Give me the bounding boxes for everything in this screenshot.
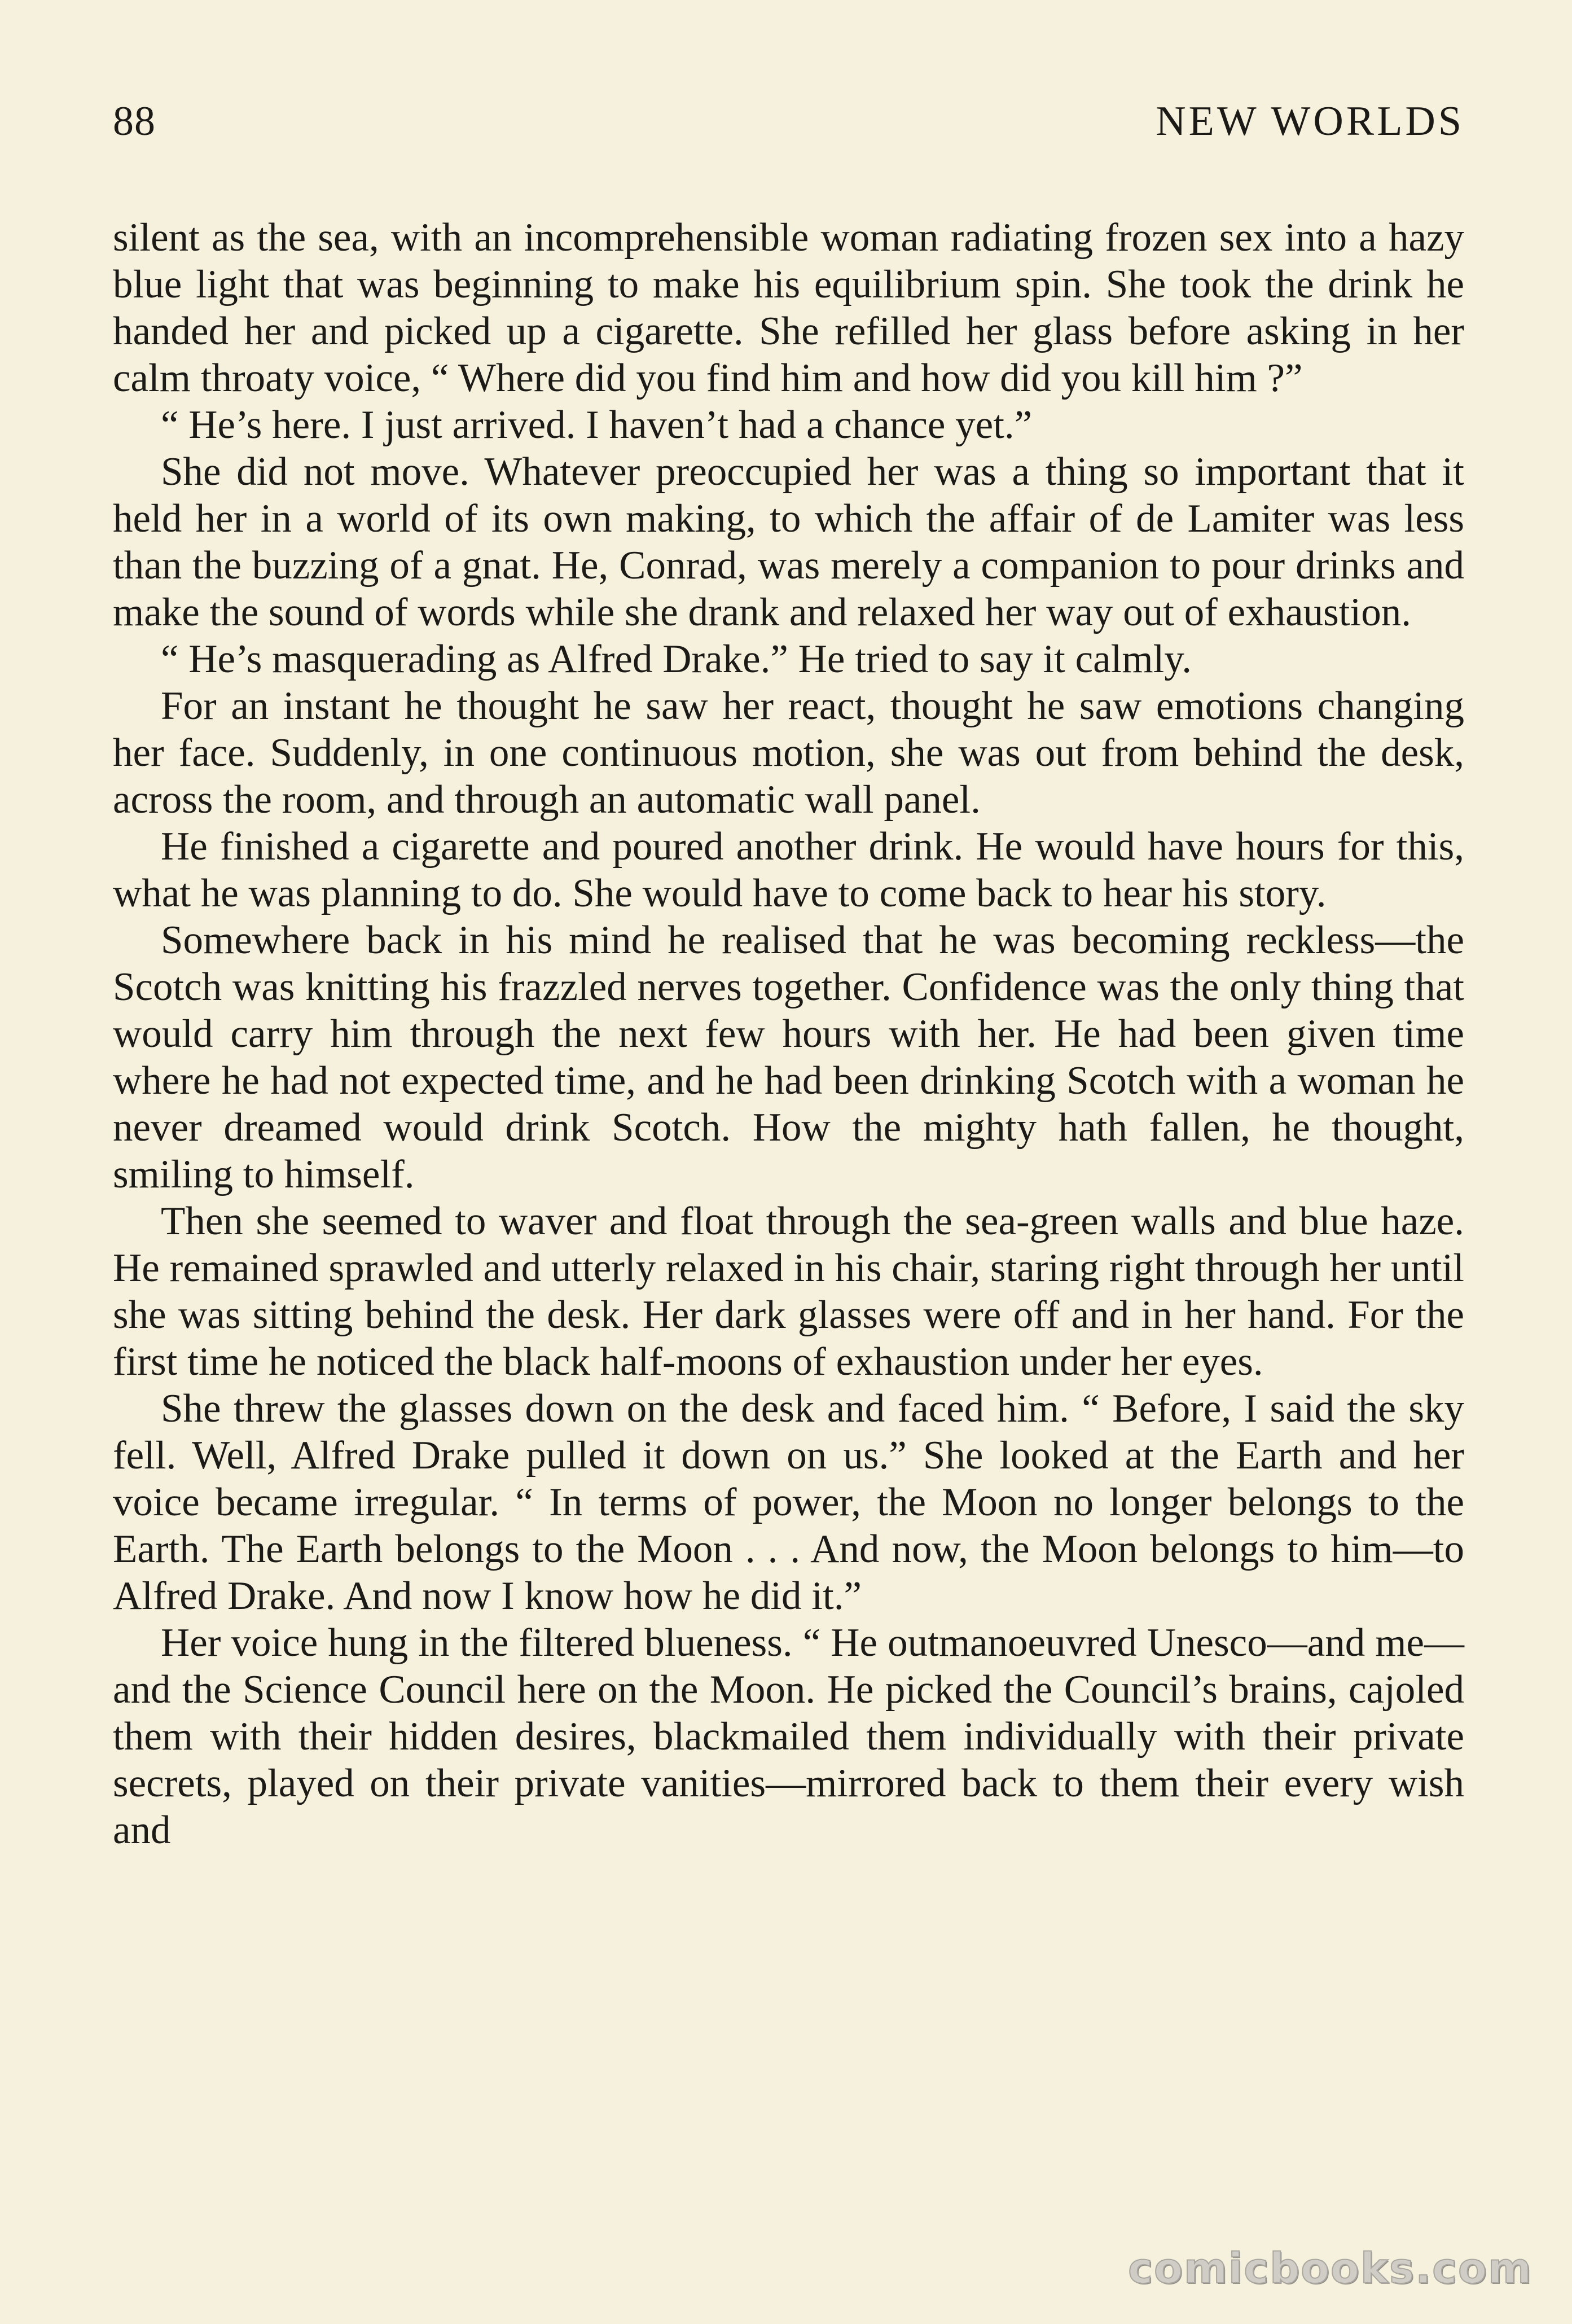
running-title: NEW WORLDS [1156,98,1464,144]
paragraph: “ He’s masquerading as Alfred Drake.” He tried to say it calmly. [161,637,1192,681]
page-number: 88 [113,98,156,144]
paragraph: “ He’s here. I just arrived. I haven’t had a chance yet.” [161,403,1033,447]
paragraph: He finished a cigarette and poured another drink. He would have hours for this, what he was planning to do. She would have to come back to hear his story. [113,825,1464,915]
book-page [113,96,1464,1854]
paragraph: silent as the sea, with an incomprehensible woman radiating frozen sex into a hazy blue light that was beginning to make his equilibrium spin. She took the drink he handed her and picked up a cigarette. She refilled her glass before asking in her calm throaty voice, “ Where did you find him and how did you kill him ?” [113,216,1464,400]
paragraph: She did not move. Whatever preoccupied her was a thing so important that it held her in a world of its own making, to which the affair of de Lamiter was less than the buzzing of a gnat. He, Conrad, was merely a companion to pour drinks and make the sound of words while she drank and relaxed her way out of exhaustion. [113,450,1464,634]
paragraph: For an instant he thought he saw her react, thought he saw emotions changing her face. Suddenly, in one continuous motion, she was out from behind the desk, across the room, and through an automatic wall panel. [113,684,1464,822]
paragraph: She threw the glasses down on the desk and faced him. “ Before, I said the sky fell. Well, Alfred Drake pulled it down on us.” She looked at the Earth and her voice became irregular. “ In terms of power, the Moon no longer belongs to the Earth. The Earth belongs to the Moon . . . And now, the Moon belongs to him—to Alfred Drake. And now I know how he did it.” [113,1387,1464,1618]
body-text [113,214,1464,1854]
paragraph: Somewhere back in his mind he realised that he was becoming reckless—the Scotch was knitting his frazzled nerves together. Confidence was the only thing that would carry him through the next few hours with her. He had been given time where he had not expected time, and he had been drinking Scotch with a woman he never dreamed would drink Scotch. How the mighty hath fallen, he thought, smiling to himself. [113,918,1464,1196]
watermark: comicbooks.com [1128,2244,1533,2293]
paragraph: Her voice hung in the filtered blueness. “ He outmanoeuvred Unesco—and me—and the Science Council here on the Moon. He picked the Council’s brains, cajoled them with their hidden desires, blackmailed them individually with their private secrets, played on their private vanities—mirrored back to them their every wish and [113,1621,1464,1852]
running-head [113,96,1464,164]
paragraph: Then she seemed to waver and float through the sea-green walls and blue haze. He remained sprawled and utterly relaxed in his chair, staring right through her until she was sitting behind the desk. Her dark glasses were off and in her hand. For the first time he noticed the black half-moons of exhaustion under her eyes. [113,1199,1464,1384]
